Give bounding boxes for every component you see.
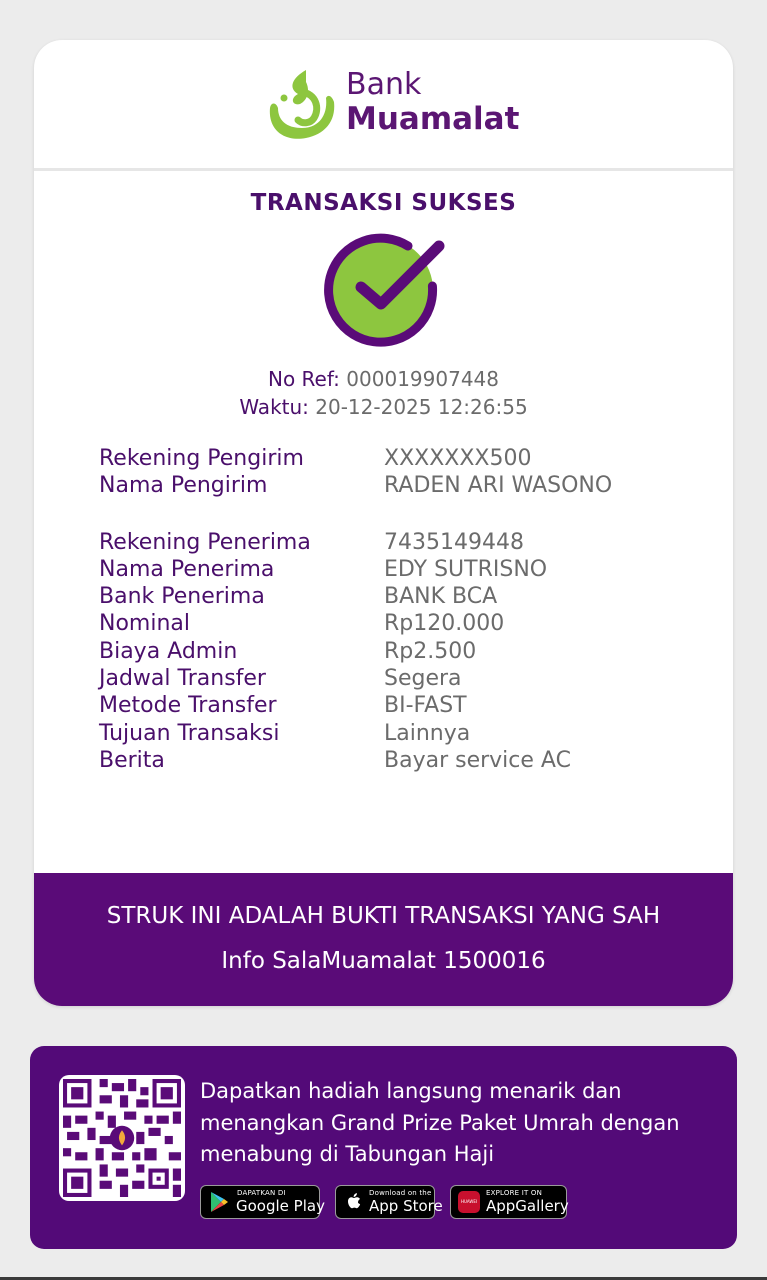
ref-line xyxy=(34,365,733,393)
detail-row xyxy=(99,445,699,472)
detail-label: Biaya Admin xyxy=(99,638,238,664)
app-store-button[interactable] xyxy=(335,1185,443,1219)
status-title: TRANSAKSI SUKSES xyxy=(250,190,517,216)
ref-label: No Ref: xyxy=(268,367,340,391)
detail-row xyxy=(99,610,699,637)
detail-row xyxy=(99,665,699,692)
detail-row xyxy=(99,720,699,747)
bank-muamalat-logo-icon xyxy=(262,64,342,144)
detail-label: Jadwal Transfer xyxy=(99,666,266,692)
detail-value: BANK BCA xyxy=(384,584,498,610)
qr-code-icon xyxy=(63,1079,181,1197)
detail-value: Segera xyxy=(384,666,462,692)
detail-value: Lainnya xyxy=(384,720,471,746)
detail-value: BI-FAST xyxy=(384,693,467,719)
google-play-label: Google Play xyxy=(236,1197,325,1215)
promo-text: Dapatkan hadiah langsung menarik dan menangkan Grand Prize Paket Umrah dengan menabung di Tabungan Haji xyxy=(200,1079,680,1166)
bank-name xyxy=(346,67,520,137)
validity-note: STRUK INI ADALAH BUKTI TRANSAKSI YANG SAH xyxy=(106,903,661,929)
contact-info: Info SalaMuamalat 1500016 xyxy=(221,948,546,974)
detail-row xyxy=(99,472,699,499)
reference-info xyxy=(34,365,733,421)
time-label: Waktu: xyxy=(239,395,309,419)
detail-row xyxy=(99,529,699,556)
huawei-icon-text: HUAWEI xyxy=(460,1199,478,1204)
detail-label: Nominal xyxy=(99,611,190,637)
detail-value: EDY SUTRISNO xyxy=(384,556,548,582)
apple-icon xyxy=(343,1191,365,1213)
detail-label: Metode Transfer xyxy=(99,693,277,719)
app-gallery-button[interactable] xyxy=(450,1185,567,1219)
detail-label: Rekening Pengirim xyxy=(99,446,304,471)
bank-name-line2: Muamalat xyxy=(346,101,520,137)
detail-row xyxy=(99,583,699,610)
app-gallery-small-label: EXPLORE IT ON xyxy=(486,1189,543,1197)
detail-value: Rp2.500 xyxy=(384,638,477,664)
detail-value: 7435149448 xyxy=(384,529,524,555)
detail-value: Rp120.000 xyxy=(384,611,505,637)
ref-value: 000019907448 xyxy=(346,367,499,391)
detail-label: Rekening Penerima xyxy=(99,529,311,555)
promo-banner xyxy=(30,1046,737,1249)
detail-row xyxy=(99,747,699,774)
detail-label: Berita xyxy=(99,747,165,773)
detail-value: RADEN ARI WASONO xyxy=(384,473,613,499)
receipt-footer xyxy=(34,873,733,1006)
header-divider xyxy=(34,168,733,171)
detail-row xyxy=(99,692,699,719)
detail-row xyxy=(99,638,699,665)
detail-label: Bank Penerima xyxy=(99,584,265,610)
app-store-label: App Store xyxy=(369,1197,443,1215)
bank-name-line1: Bank xyxy=(346,67,422,102)
qr-code[interactable] xyxy=(59,1075,185,1201)
detail-row xyxy=(99,556,699,583)
detail-label: Nama Penerima xyxy=(99,556,275,582)
detail-value: XXXXXXX500 xyxy=(384,446,532,471)
row-spacer xyxy=(99,500,699,529)
receipt-header xyxy=(34,40,733,168)
detail-label: Nama Pengirim xyxy=(99,473,268,499)
check-circle-icon xyxy=(321,232,451,352)
google-play-small-label: DAPATKAN DI xyxy=(237,1189,286,1197)
detail-value: Bayar service AC xyxy=(384,747,571,773)
google-play-icon xyxy=(208,1191,230,1213)
huawei-icon xyxy=(458,1191,480,1213)
time-line xyxy=(34,393,733,421)
app-store-small-label: Download on the xyxy=(369,1189,432,1197)
transaction-receipt xyxy=(34,40,733,1006)
detail-label: Tujuan Transaksi xyxy=(99,720,280,746)
transaction-details xyxy=(99,445,699,774)
time-value: 20-12-2025 12:26:55 xyxy=(315,395,528,419)
google-play-button[interactable] xyxy=(200,1185,325,1219)
app-gallery-label: AppGallery xyxy=(486,1197,569,1215)
